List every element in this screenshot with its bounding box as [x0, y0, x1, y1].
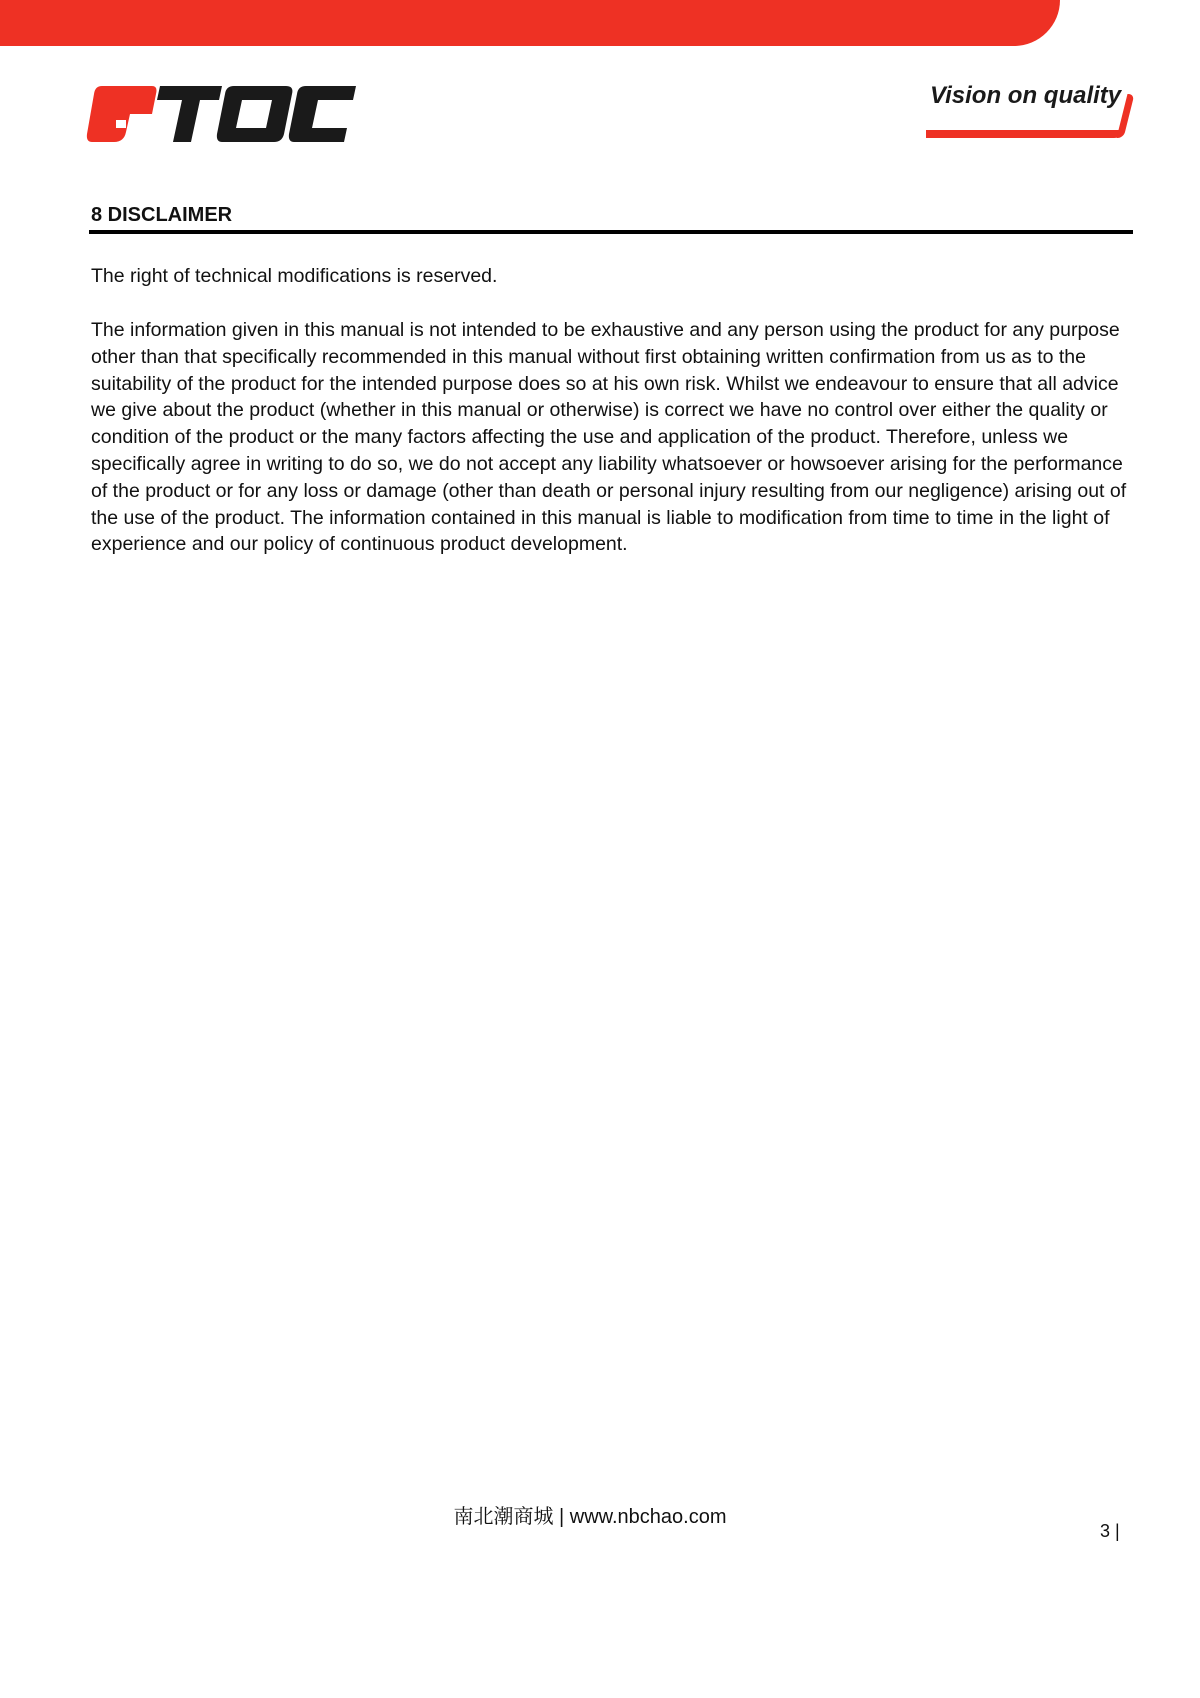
- footer-watermark: 南北潮商城 | www.nbchao.com: [453, 1506, 727, 1528]
- tqc-logo: [86, 84, 358, 144]
- paragraph-disclaimer: The information given in this manual is not intended to be exhaustive and any person using the product for any purpose other than that specifically recommended in this manual without first obtaining written confirmation from us as to the suitability of the product for the intended purpose does so at his own risk. Whilst we endeavour to ensure that all advice we give about the product (whether in this manual or otherwise) is correct we have no control over either the quality or condition of the product or the many factors affecting the use and application of the product. Therefore, unless we specifically agree in writing to do so, we do not accept any liability whatsoever or howsoever arising for the performance of the product or for any loss or damage (other than death or personal injury resulting from our negligence) arising out of the use of the product. The information contained in this manual is liable to modification from time to time in the light of experience and our policy of continuous product development.: [91, 319, 1127, 556]
- tagline-underline: [926, 130, 1122, 138]
- section-title: 8 DISCLAIMER: [91, 204, 233, 226]
- section-divider: [89, 230, 1133, 234]
- header-red-bar: [0, 0, 1060, 46]
- paragraph-modifications: The right of technical modifications is reserved.: [91, 265, 498, 287]
- tagline-text: Vision on quality: [930, 82, 1122, 109]
- tagline: [926, 80, 1136, 146]
- page-number: 3 |: [1100, 1521, 1120, 1541]
